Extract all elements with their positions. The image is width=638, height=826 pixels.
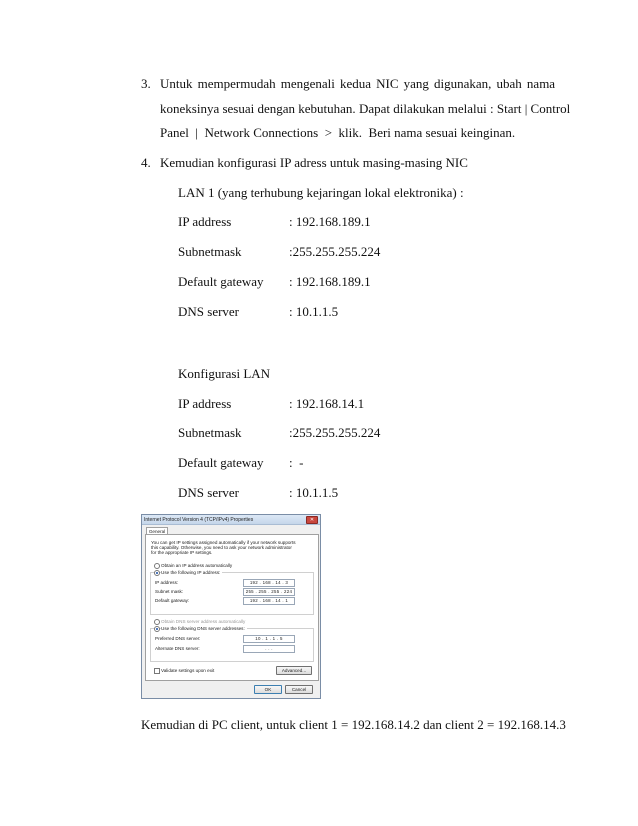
dialog-description-3: for the appropriate IP settings. — [151, 550, 213, 555]
obtain-dns-label: Obtain DNS server address automatically — [161, 619, 246, 624]
word: kebutuhan. — [298, 101, 356, 116]
ip-address-label: IP address: — [155, 580, 179, 585]
dialog-description-1: You can get IP settings assigned automatically if your network supports — [151, 540, 296, 545]
tab-general[interactable]: General — [146, 527, 168, 535]
lan1-mask-label: Subnetmask — [178, 244, 242, 259]
lan1-dns-value: : 10.1.1.5 — [289, 304, 339, 319]
default-gateway-label: Default gateway: — [155, 598, 190, 603]
use-dns-radio[interactable] — [154, 626, 160, 632]
word: nama — [526, 76, 556, 91]
word: mengenali — [280, 76, 335, 91]
item-4-number: 4. — [141, 155, 151, 170]
word: digunakan, — [434, 76, 492, 91]
use-ip-label: Use the following IP address: — [161, 570, 221, 575]
word: dilakukan — [393, 101, 445, 116]
close-button[interactable]: ✕ — [306, 516, 318, 524]
word: Start — [496, 101, 522, 116]
item-3-line-2 — [160, 101, 571, 117]
lan1-ip-value: : 192.168.189.1 — [289, 214, 371, 229]
advanced-button[interactable]: Advanced... — [276, 666, 312, 675]
word: koneksinya sesuai — [160, 101, 255, 116]
lan1-gateway-value: : 192.168.189.1 — [289, 274, 371, 289]
dialog-panel — [145, 534, 319, 681]
ok-button[interactable]: OK — [254, 685, 282, 694]
word: Control — [530, 101, 571, 116]
word: ubah — [496, 76, 522, 91]
item-3-line-3: Panel | Network Connections > klik. Beri nama sesuai keinginan. — [160, 125, 516, 140]
use-ip-radio[interactable] — [154, 570, 160, 576]
word: yang — [403, 76, 429, 91]
word: | — [524, 101, 528, 116]
lan2-dns-label: DNS server — [178, 485, 240, 500]
lan2-mask-label: Subnetmask — [178, 425, 242, 440]
lan1-dns-label: DNS server — [178, 304, 240, 319]
word: NIC — [376, 76, 399, 91]
alternate-dns-input[interactable]: . . . — [243, 645, 295, 653]
word: Dapat — [358, 101, 390, 116]
use-dns-label: Use the following DNS server addresses: — [161, 626, 245, 631]
validate-checkbox[interactable] — [154, 668, 160, 674]
word: Untuk — [160, 76, 193, 91]
ip-address-input[interactable]: 192 . 168 . 14 . 3 — [243, 579, 295, 587]
item-3-line-1 — [160, 76, 555, 92]
subnet-mask-label: Subnet mask: — [155, 589, 184, 594]
default-gateway-input[interactable]: 192 . 168 . 14 . 1 — [243, 597, 295, 605]
word: dengan — [257, 101, 296, 116]
lan2-ip-label: IP address — [178, 396, 232, 411]
alternate-dns-label: Alternate DNS server: — [155, 646, 200, 651]
dialog-title: Internet Protocol Version 4 (TCP/IPv4) Properties — [144, 517, 254, 523]
lan2-gateway-value: : - — [289, 455, 304, 470]
obtain-ip-label: Obtain an IP address automatically — [161, 563, 233, 568]
word: kedua — [339, 76, 372, 91]
lan2-gateway-label: Default gateway — [178, 455, 264, 470]
validate-label: Validate settings upon exit — [161, 668, 215, 673]
cancel-button[interactable]: Cancel — [285, 685, 313, 694]
lan2-heading: Konfigurasi LAN — [178, 366, 271, 381]
item-4-text: Kemudian konfigurasi IP adress untuk masing-masing NIC — [160, 155, 468, 170]
lan1-heading: LAN 1 (yang terhubung kejaringan lokal elektronika) : — [178, 185, 464, 200]
preferred-dns-label: Preferred DNS server: — [155, 636, 201, 641]
dialog-description-2: this capability. Otherwise, you need to ask your network administrator — [151, 545, 292, 550]
obtain-ip-radio[interactable] — [154, 563, 160, 569]
lan1-gateway-label: Default gateway — [178, 274, 264, 289]
ipv4-properties-dialog — [141, 514, 321, 699]
word: : — [490, 101, 494, 116]
lan2-ip-value: : 192.168.14.1 — [289, 396, 365, 411]
preferred-dns-input[interactable]: 10 . 1 . 1 . 5 — [243, 635, 295, 643]
client-config-text: Kemudian di PC client, untuk client 1 = 192.168.14.2 dan client 2 = 192.168.14.3 — [141, 717, 566, 732]
lan1-ip-label: IP address — [178, 214, 232, 229]
lan2-mask-value: :255.255.255.224 — [289, 425, 381, 440]
subnet-mask-input[interactable]: 255 . 255 . 255 . 224 — [243, 588, 295, 596]
obtain-dns-radio[interactable] — [154, 619, 160, 625]
lan1-mask-value: :255.255.255.224 — [289, 244, 381, 259]
word: melalui — [447, 101, 487, 116]
dialog-titlebar — [142, 515, 320, 525]
word: mempermudah — [197, 76, 276, 91]
item-3-number: 3. — [141, 76, 151, 91]
lan2-dns-value: : 10.1.1.5 — [289, 485, 339, 500]
